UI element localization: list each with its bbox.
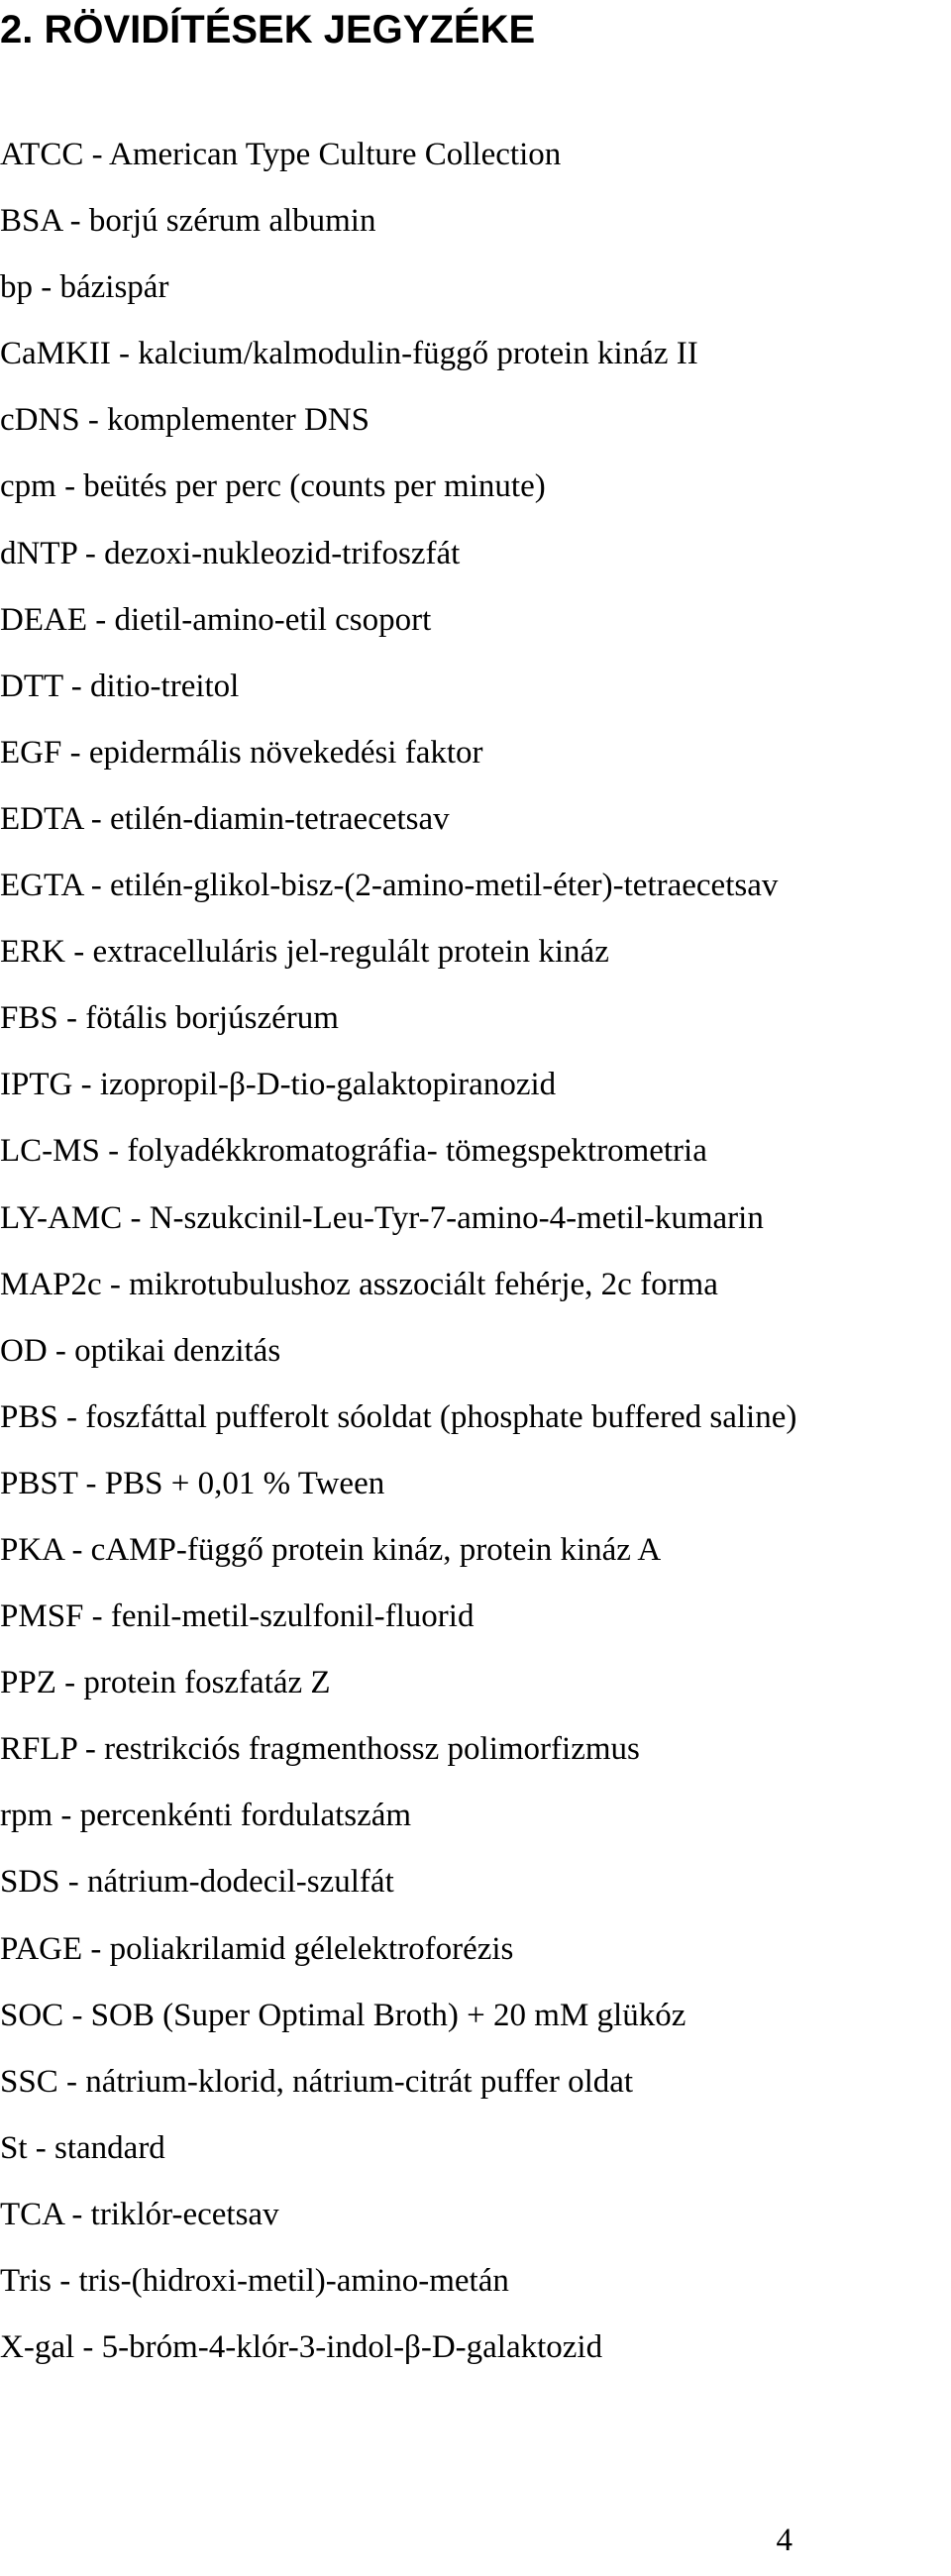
list-item: MAP2c - mikrotubulushoz asszociált fehérje, 2c forma (0, 1266, 718, 1302)
list-item: rpm - percenkénti fordulatszám (0, 1798, 412, 1834)
list-item: LY-AMC - N-szukcinil-Leu-Tyr-7-amino-4-metil-kumarin (0, 1199, 764, 1236)
abbreviation-list (0, 127, 796, 2386)
list-item: SDS - nátrium-dodecil-szulfát (0, 1864, 394, 1901)
list-item: CaMKII - kalcium/kalmodulin-függő protein kináz II (0, 336, 698, 372)
list-item: FBS - fötális borjúszérum (0, 1000, 339, 1037)
list-item: Tris - tris-(hidroxi-metil)-amino-metán (0, 2263, 509, 2299)
list-item: ATCC - American Type Culture Collection (0, 137, 562, 172)
page-number: 4 (776, 2523, 792, 2558)
list-item: St - standard (0, 2129, 165, 2166)
list-item: ERK - extracelluláris jel-regulált protein kináz (0, 934, 609, 971)
page-title: 2. RÖVIDÍTÉSEK JEGYZÉKE (0, 8, 536, 52)
list-item: PBS - foszfáttal pufferolt sóoldat (phosphate buffered saline) (0, 1398, 797, 1435)
list-item: EGF - epidermális növekedési faktor (0, 734, 483, 771)
list-item: LC-MS - folyadékkromatográfia- tömegspektrometria (0, 1133, 707, 1170)
list-item: OD - optikai denzitás (0, 1332, 281, 1369)
list-item: BSA - borjú szérum albumin (0, 203, 376, 240)
list-item: DEAE - dietil-amino-etil csoport (0, 601, 432, 638)
list-item: PKA - cAMP-függő protein kináz, protein kináz A (0, 1531, 662, 1568)
list-item: DTT - ditio-treitol (0, 668, 240, 704)
list-item: IPTG - izopropil-β-D-tio-galaktopiranozid (0, 1067, 557, 1103)
list-item: cDNS - komplementer DNS (0, 402, 370, 439)
list-item: dNTP - dezoxi-nukleozid-trifoszfát (0, 535, 461, 571)
list-item: EGTA - etilén-glikol-bisz-(2-amino-metil-éter)-tetraecetsav (0, 868, 779, 904)
list-item: RFLP - restrikciós fragmenthossz polimorfizmus (0, 1731, 640, 1768)
list-item: EDTA - etilén-diamin-tetraecetsav (0, 800, 450, 837)
list-item: PBST - PBS + 0,01 % Tween (0, 1465, 385, 1501)
list-item: SOC - SOB (Super Optimal Broth) + 20 mM glükóz (0, 1997, 687, 2033)
list-item: X-gal - 5-bróm-4-klór-3-indol-β-D-galaktozid (0, 2329, 603, 2366)
list-item: SSC - nátrium-klorid, nátrium-citrát puffer oldat (0, 2063, 634, 2100)
list-item: PMSF - fenil-metil-szulfonil-fluorid (0, 1598, 475, 1635)
list-item: TCA - triklór-ecetsav (0, 2196, 279, 2232)
list-item: cpm - beütés per perc (counts per minute) (0, 468, 546, 505)
list-item: bp - bázispár (0, 269, 169, 306)
list-item: PAGE - poliakrilamid gélelektroforézis (0, 1930, 514, 1967)
list-item: PPZ - protein foszfatáz Z (0, 1665, 331, 1701)
